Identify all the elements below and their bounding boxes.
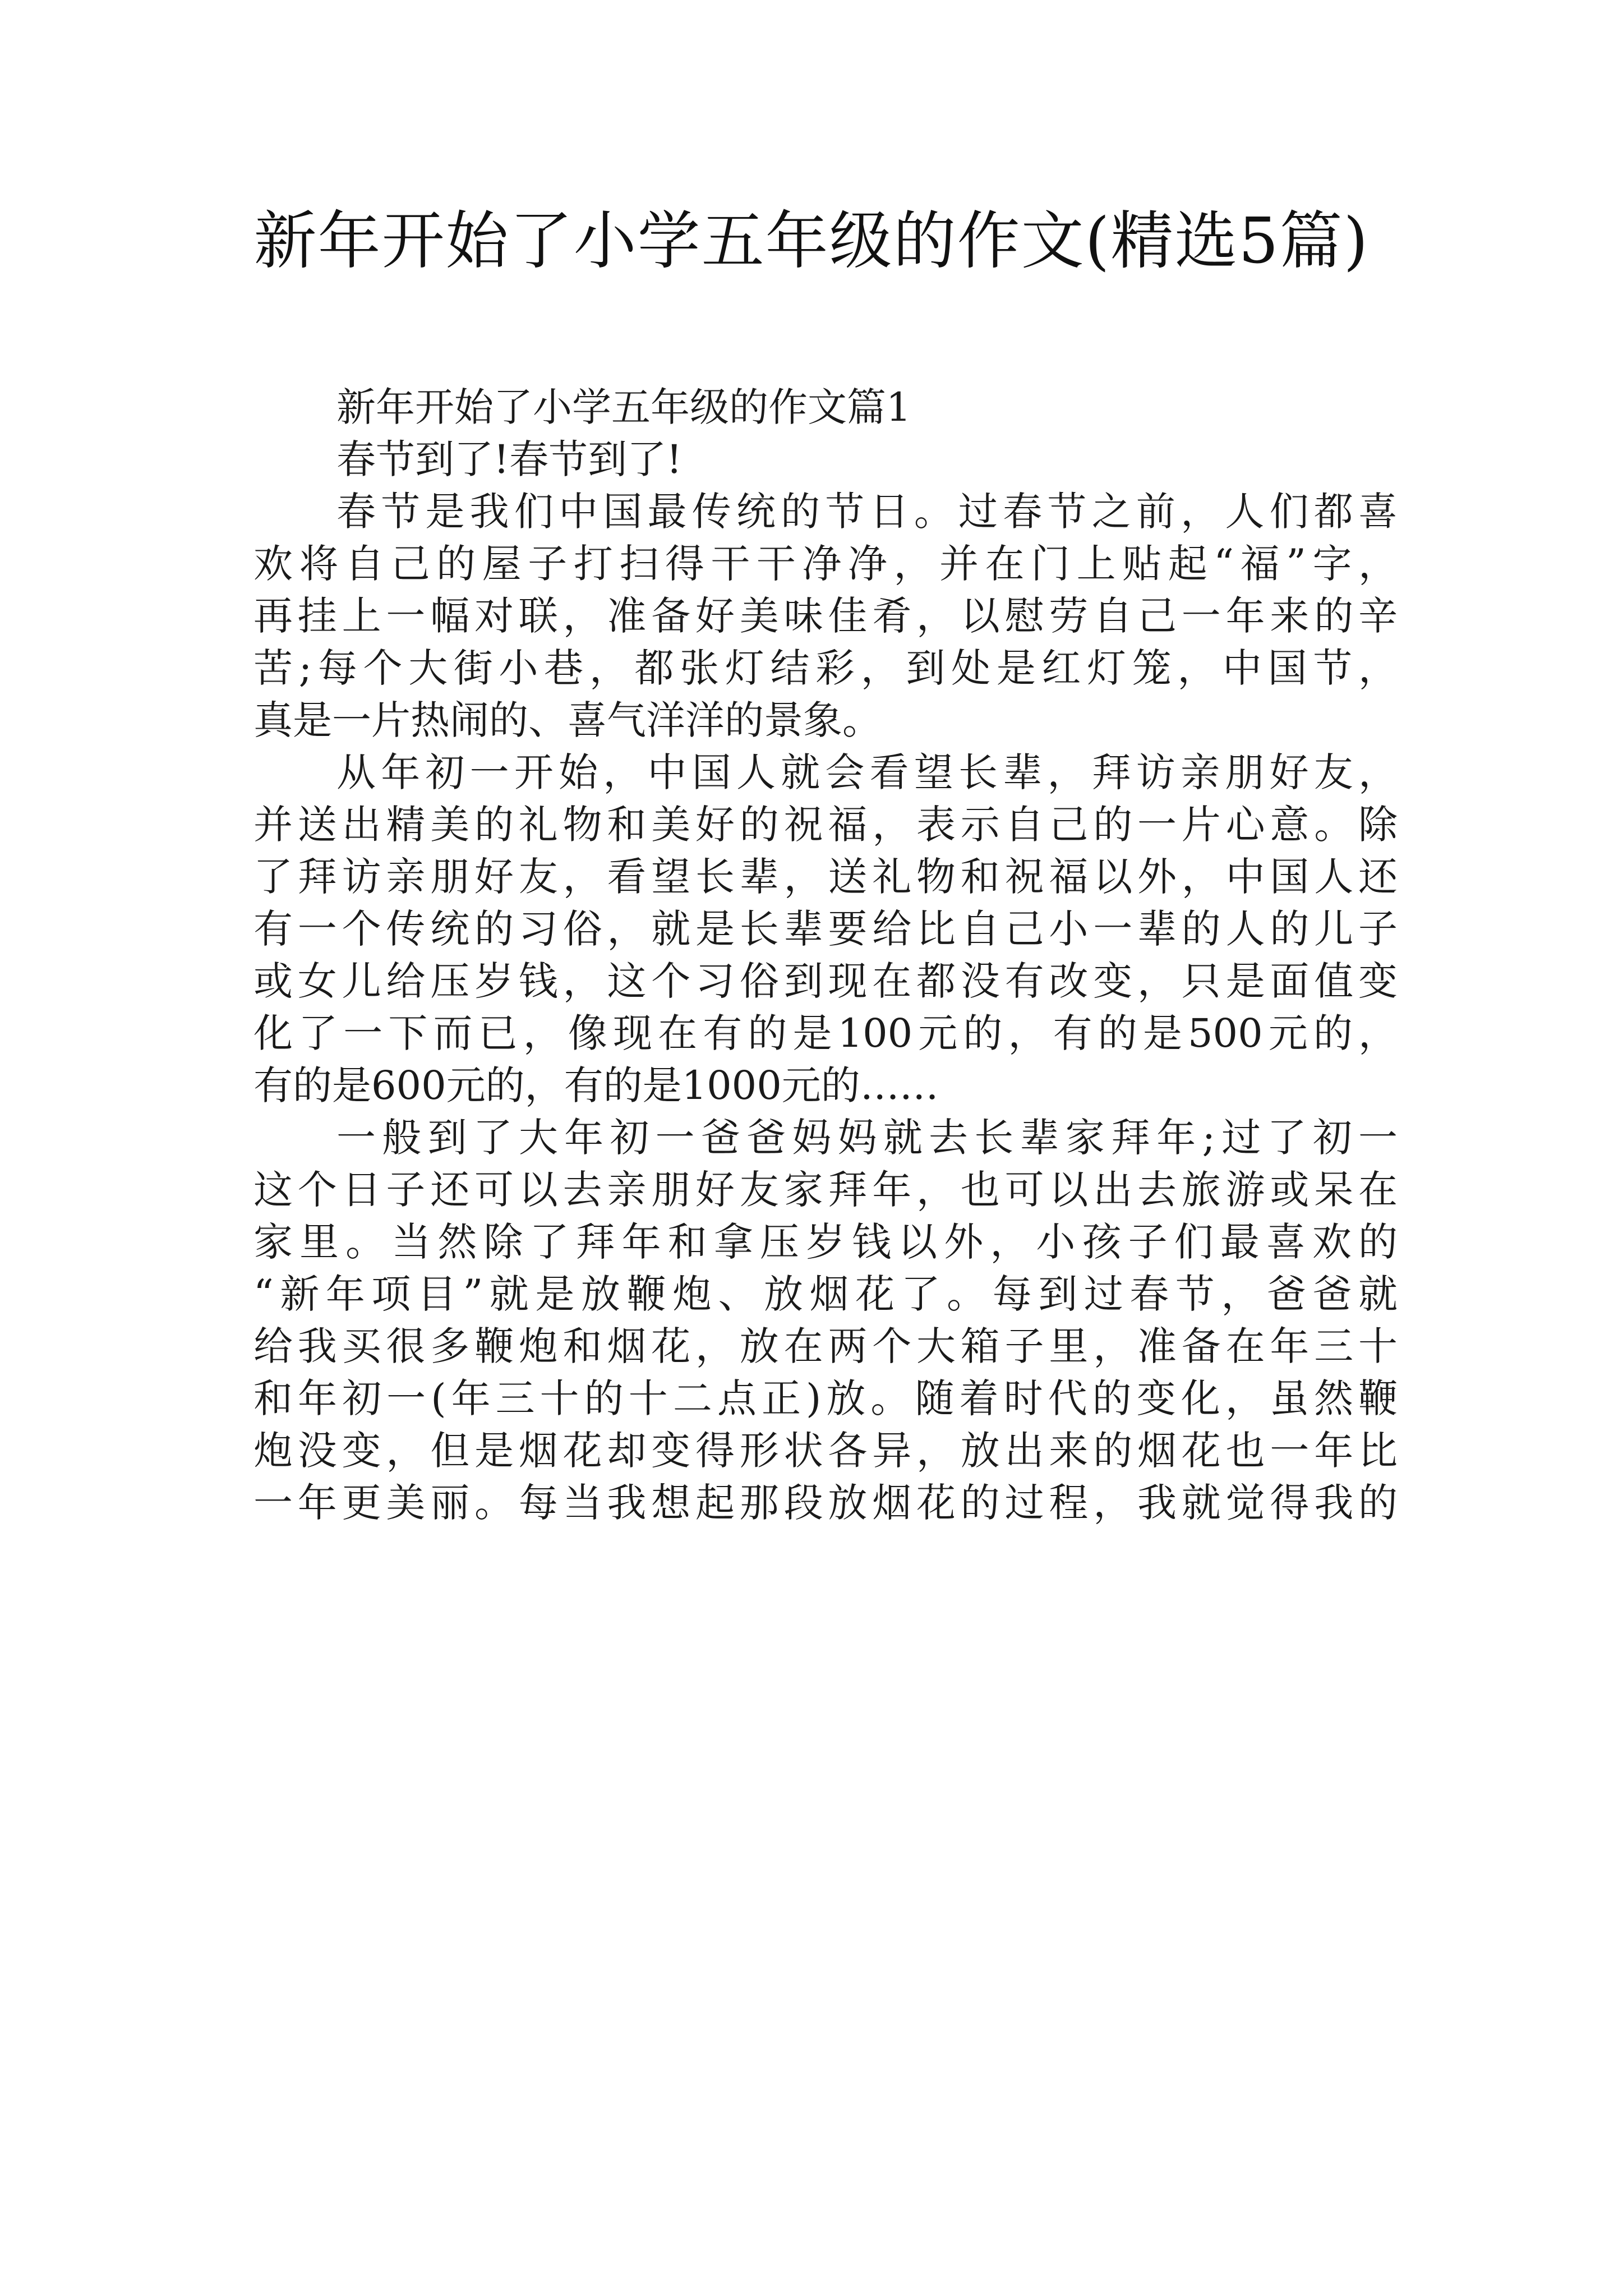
body-line: 有一个传统的习俗，就是长辈要给比自己小一辈的人的儿子: [253, 906, 1398, 952]
body-line: 给我买很多鞭炮和烟花，放在两个大箱子里，准备在年三十: [253, 1323, 1398, 1369]
body-line: 家里。当然除了拜年和拿压岁钱以外，小孩子们最喜欢的: [253, 1219, 1398, 1265]
section-heading: 新年开始了小学五年级的作文篇1: [336, 384, 911, 430]
body-line: 炮没变，但是烟花却变得形状各异，放出来的烟花也一年比: [253, 1428, 1398, 1474]
body-line: 真是一片热闹的、喜气洋洋的景象。: [253, 697, 882, 743]
body-line: 或女儿给压岁钱，这个习俗到现在都没有改变，只是面值变: [253, 958, 1398, 1004]
body-line: 化了一下而已，像现在有的是100元的，有的是500元的，: [253, 1010, 1398, 1056]
body-line: 并送出精美的礼物和美好的祝福，表示自己的一片心意。除: [253, 802, 1398, 848]
body-line: 有的是600元的，有的是1000元的……: [253, 1062, 939, 1108]
body-line: 这个日子还可以去亲朋好友家拜年，也可以出去旅游或呆在: [253, 1167, 1398, 1213]
body-text: [253, 434, 1398, 1529]
document-title: 新年开始了小学五年级的作文(精选5篇): [253, 205, 1370, 278]
body-line: 了拜访亲朋好友，看望长辈，送礼物和祝福以外，中国人还: [253, 854, 1398, 900]
body-line: “新年项目”就是放鞭炮、放烟花了。每到过春节，爸爸就: [253, 1271, 1398, 1317]
body-line: 春节到了!春节到了!: [336, 436, 683, 482]
body-line: 苦;每个大街小巷，都张灯结彩，到处是红灯笼，中国节，: [253, 645, 1398, 691]
document-body: [253, 381, 1398, 1529]
body-line: 和年初一(年三十的十二点正)放。随着时代的变化，虽然鞭: [253, 1375, 1398, 1421]
body-line: 从年初一开始，中国人就会看望长辈，拜访亲朋好友，: [336, 749, 1398, 795]
body-line: 再挂上一幅对联，准备好美味佳肴，以慰劳自己一年来的辛: [253, 593, 1398, 639]
body-line: 欢将自己的屋子打扫得干干净净，并在门上贴起“福”字，: [253, 541, 1398, 587]
body-line: 春节是我们中国最传统的节日。过春节之前，人们都喜: [336, 489, 1398, 535]
body-line: 一般到了大年初一爸爸妈妈就去长辈家拜年;过了初一: [336, 1115, 1398, 1161]
body-line: 一年更美丽。每当我想起那段放烟花的过程，我就觉得我的: [253, 1480, 1398, 1526]
